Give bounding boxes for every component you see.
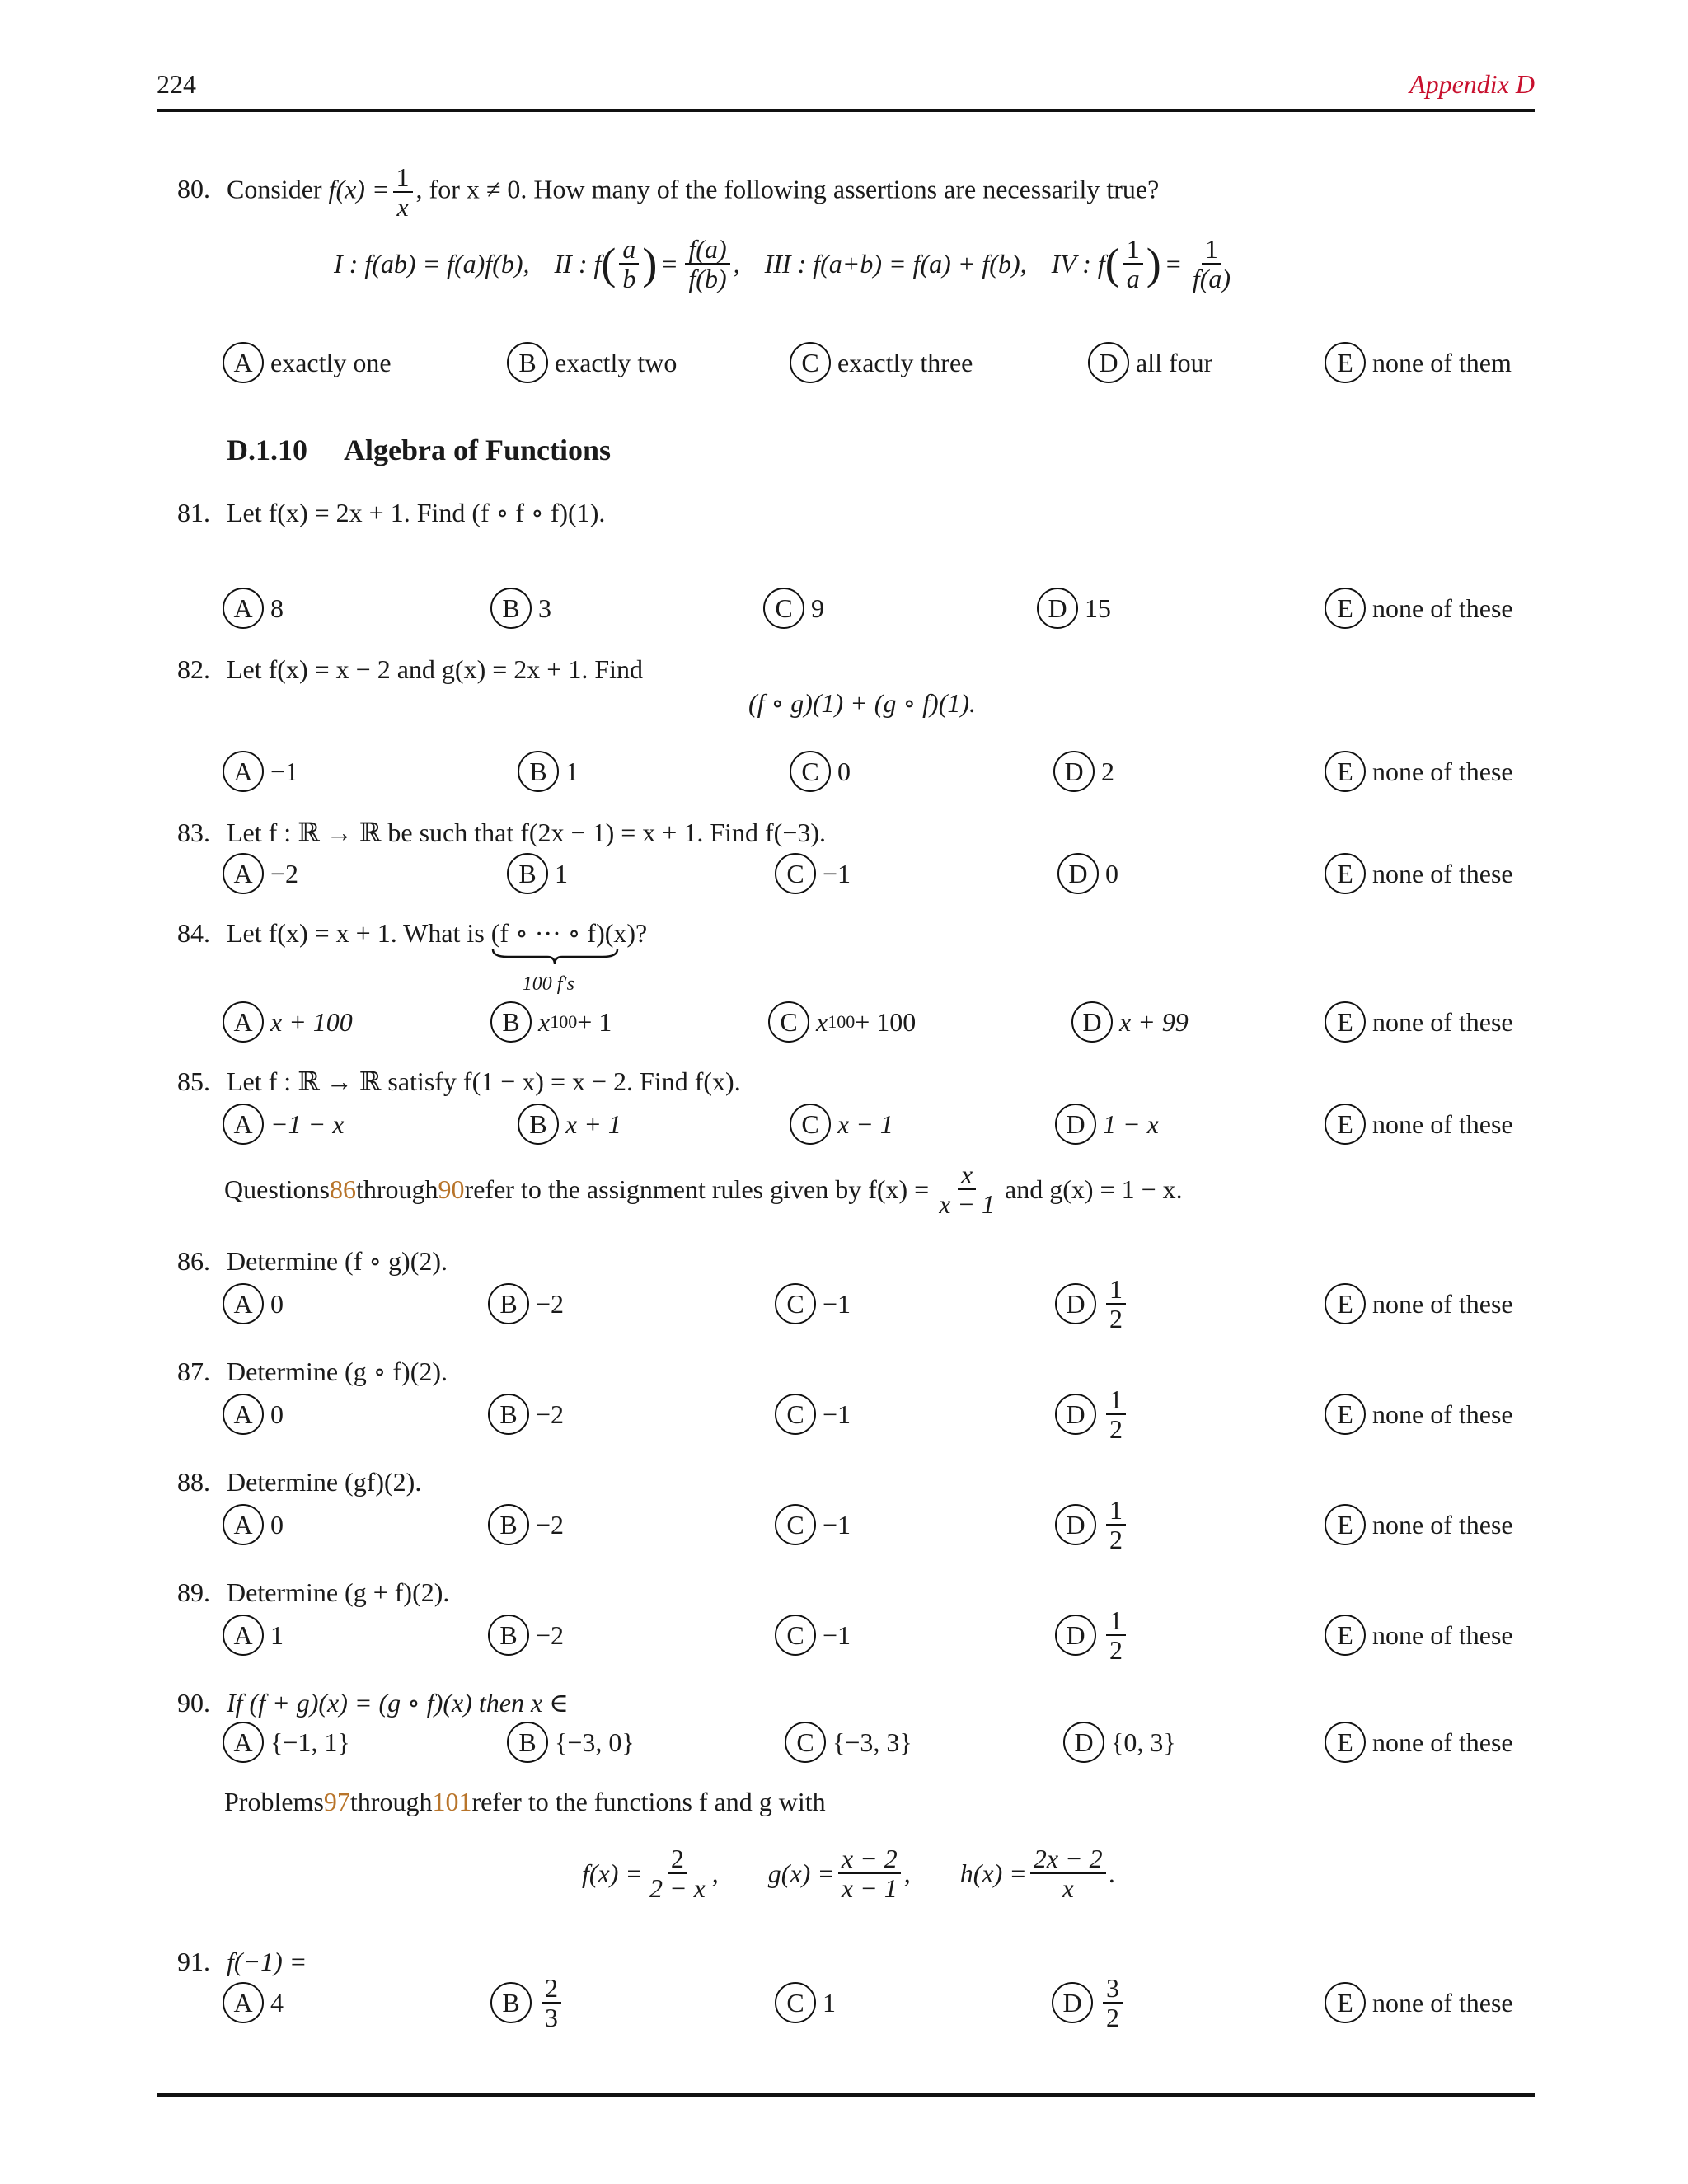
q82-option-b[interactable]: B 1 bbox=[518, 747, 579, 796]
q86-option-b[interactable]: B −2 bbox=[488, 1279, 564, 1329]
ref-101[interactable]: 101 bbox=[432, 1787, 472, 1816]
q80-option-a[interactable]: A exactly one bbox=[223, 338, 392, 387]
q90-option-c[interactable]: C {−3, 3} bbox=[785, 1718, 912, 1767]
q87-option-d[interactable]: D $\frac{1}{2}$ bbox=[1055, 1390, 1129, 1439]
q90-option-b[interactable]: B {−3, 0} bbox=[507, 1718, 635, 1767]
q84-option-e[interactable]: E none of these bbox=[1325, 997, 1513, 1047]
question-83: 83. Let f : ℝ → ℝ be such that f(2x − 1) = x + 1. Find f(−3). bbox=[177, 818, 827, 847]
page-header bbox=[157, 69, 1535, 112]
q90-option-e[interactable]: E none of these bbox=[1325, 1718, 1513, 1767]
q87-option-c[interactable]: C −1 bbox=[775, 1390, 851, 1439]
question-85: 85. Let f : ℝ → ℝ satisfy f(1 − x) = x − 2. Find f(x). bbox=[177, 1066, 741, 1096]
running-head: Appendix D bbox=[1409, 69, 1535, 99]
q91-option-d[interactable]: D $\frac{3}{2}$ bbox=[1052, 1978, 1126, 2027]
q89-option-e[interactable]: E none of these bbox=[1325, 1610, 1513, 1660]
q84-option-d[interactable]: D x + 99 bbox=[1071, 997, 1189, 1047]
q85-option-d[interactable]: D 1 − x bbox=[1055, 1099, 1159, 1149]
question-88: 88. Determine (gf)(2). bbox=[177, 1467, 422, 1497]
q81-option-e[interactable]: E none of these bbox=[1325, 583, 1513, 633]
function-definitions: f(x) = $\frac{2}{2 - x}$ , g(x) = $\frac{x - 2}{x - 1}$ , h(x) = $\frac{2x - 2}{x}$ . bbox=[582, 1844, 1116, 1903]
q80-option-c[interactable]: C exactly three bbox=[790, 338, 973, 387]
question-90: 90. If (f + g)(x) = (g ∘ f)(x) then x ∈ bbox=[177, 1688, 569, 1718]
question-81: 81. Let f(x) = 2x + 1. Find (f ∘ f ∘ f)(1). bbox=[177, 498, 606, 527]
ref-90[interactable]: 90 bbox=[438, 1174, 465, 1204]
question-89: 89. Determine (g + f)(2). bbox=[177, 1577, 450, 1607]
q91-option-b[interactable]: B $\frac{2}{3}$ bbox=[490, 1978, 565, 2027]
q87-option-a[interactable]: A 0 bbox=[223, 1390, 284, 1439]
q80-option-d[interactable]: D all four bbox=[1088, 338, 1212, 387]
q85-option-c[interactable]: C x − 1 bbox=[790, 1099, 893, 1149]
q84-option-a[interactable]: A x + 100 bbox=[223, 997, 353, 1047]
q88-option-d[interactable]: D $\frac{1}{2}$ bbox=[1055, 1500, 1129, 1549]
q86-option-e[interactable]: E none of these bbox=[1325, 1279, 1513, 1329]
question-84: 84. Let f(x) = x + 1. What is (f ∘ ··· ∘ f) 100 f′s (x)? bbox=[177, 918, 648, 995]
q88-option-b[interactable]: B −2 bbox=[488, 1500, 564, 1549]
q89-option-d[interactable]: D $\frac{1}{2}$ bbox=[1055, 1610, 1129, 1660]
q85-option-b[interactable]: B x + 1 bbox=[518, 1099, 621, 1149]
note-problems-97-101: Problems 97 through 101 refer to the functions f and g with bbox=[224, 1787, 826, 1816]
q84-option-c[interactable]: C x 100 + 100 bbox=[768, 997, 916, 1047]
q83-option-a[interactable]: A −2 bbox=[223, 849, 298, 898]
q81-option-a[interactable]: A 8 bbox=[223, 583, 284, 633]
q82-option-e[interactable]: E none of these bbox=[1325, 747, 1513, 796]
q86-option-d[interactable]: D $\frac{1}{2}$ bbox=[1055, 1279, 1129, 1329]
q90-option-d[interactable]: D {0, 3} bbox=[1063, 1718, 1176, 1767]
q81-option-d[interactable]: D 15 bbox=[1037, 583, 1111, 633]
q86-option-c[interactable]: C −1 bbox=[775, 1279, 851, 1329]
q82-option-d[interactable]: D 2 bbox=[1053, 747, 1114, 796]
ref-97[interactable]: 97 bbox=[323, 1787, 350, 1816]
note-questions-86-90: Questions 86 through 90 refer to the assignment rules given by f(x) = $\frac{x}{x - 1}$ and g(x) = 1 − x. bbox=[224, 1160, 1183, 1219]
q82-display: (f ∘ g)(1) + (g ∘ f)(1). bbox=[748, 688, 976, 718]
q89-option-a[interactable]: A 1 bbox=[223, 1610, 284, 1660]
q90-option-a[interactable]: A {−1, 1} bbox=[223, 1718, 350, 1767]
q80-option-b[interactable]: B exactly two bbox=[507, 338, 677, 387]
ref-86[interactable]: 86 bbox=[330, 1174, 356, 1204]
q81-option-c[interactable]: C 9 bbox=[763, 583, 824, 633]
q80-option-e[interactable]: E none of them bbox=[1325, 338, 1512, 387]
q85-option-a[interactable]: A −1 − x bbox=[223, 1099, 344, 1149]
q88-option-c[interactable]: C −1 bbox=[775, 1500, 851, 1549]
q88-option-e[interactable]: E none of these bbox=[1325, 1500, 1513, 1549]
question-82: 82. Let f(x) = x − 2 and g(x) = 2x + 1. Find bbox=[177, 654, 643, 684]
q84-option-b[interactable]: B x 100 + 1 bbox=[490, 997, 612, 1047]
question-91: 91. f(−1) = bbox=[177, 1947, 307, 1976]
q88-option-a[interactable]: A 0 bbox=[223, 1500, 284, 1549]
page-number: 224 bbox=[157, 69, 196, 99]
q85-option-e[interactable]: E none of these bbox=[1325, 1099, 1513, 1149]
q87-option-b[interactable]: B −2 bbox=[488, 1390, 564, 1439]
q91-option-e[interactable]: E none of these bbox=[1325, 1978, 1513, 2027]
q87-option-e[interactable]: E none of these bbox=[1325, 1390, 1513, 1439]
footer-rule bbox=[157, 2093, 1535, 2097]
section-heading: D.1.10 Algebra of Functions bbox=[227, 434, 611, 466]
q89-option-c[interactable]: C −1 bbox=[775, 1610, 851, 1660]
q83-option-b[interactable]: B 1 bbox=[507, 849, 568, 898]
fraction: $\frac{1}{x}$ bbox=[393, 163, 413, 221]
assertions: I : f(ab) = f(a)f(b), II : f ( $\frac{a}{b}$ ) = $\frac{f(a)}{f(b)}$ , III : f(a+b) = f(a) + f(b), IV : f ( $\frac{1}{a}$ ) = $\frac{1}{f(a)}$ bbox=[334, 234, 1231, 293]
question-87: 87. Determine (g ∘ f)(2). bbox=[177, 1357, 448, 1386]
question-80: 80. Consider f(x) = $\frac{1}{x}$ , for x ≠ 0. How many of the following assertions are necessarily true? bbox=[177, 162, 1160, 222]
underbrace: (f ∘ ··· ∘ f) 100 f′s bbox=[491, 918, 605, 948]
q83-option-d[interactable]: D 0 bbox=[1057, 849, 1118, 898]
question-86: 86. Determine (f ∘ g)(2). bbox=[177, 1246, 448, 1276]
q82-option-c[interactable]: C 0 bbox=[790, 747, 851, 796]
q91-option-c[interactable]: C 1 bbox=[775, 1978, 836, 2027]
underbrace-icon bbox=[491, 948, 619, 966]
q81-option-b[interactable]: B 3 bbox=[490, 583, 551, 633]
q83-option-c[interactable]: C −1 bbox=[775, 849, 851, 898]
q82-option-a[interactable]: A −1 bbox=[223, 747, 298, 796]
q83-option-e[interactable]: E none of these bbox=[1325, 849, 1513, 898]
q86-option-a[interactable]: A 0 bbox=[223, 1279, 284, 1329]
q91-option-a[interactable]: A 4 bbox=[223, 1978, 284, 2027]
q89-option-b[interactable]: B −2 bbox=[488, 1610, 564, 1660]
